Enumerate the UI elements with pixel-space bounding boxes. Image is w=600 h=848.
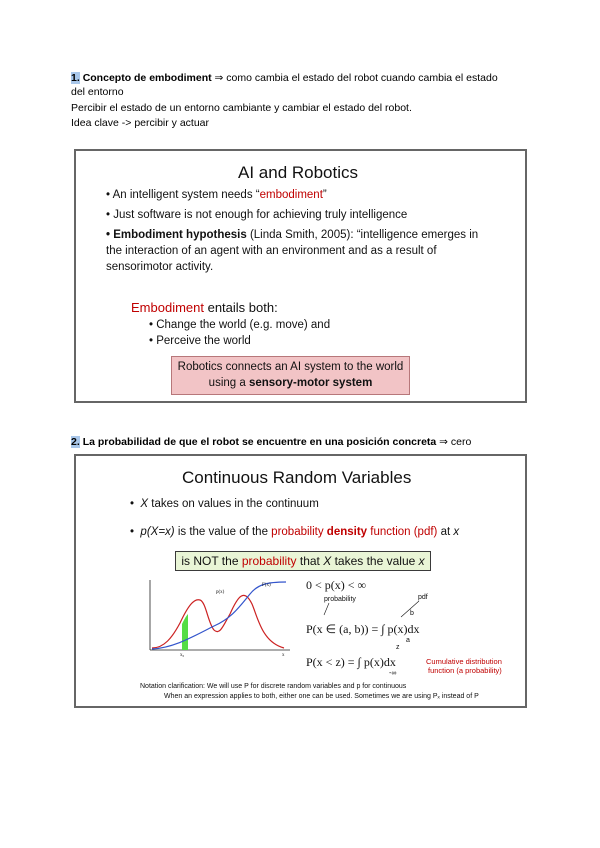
- slide1-entails: [131, 300, 278, 315]
- slide1-b3-bold: • Embodiment hypothesis: [106, 229, 247, 241]
- formula3-lhs: P(x < z) = ∫: [306, 655, 361, 669]
- slide-continuous-rv: [74, 454, 527, 708]
- section1-number: 1.: [71, 72, 80, 84]
- slide2-box-post: takes the value: [331, 554, 419, 568]
- notation-note2: When an expression applies to both, either one can be used. Sometimes we are using Pₓ instead of P: [164, 693, 479, 700]
- formula2-rhs: p(x)dx: [387, 622, 420, 636]
- section2-number: 2.: [71, 436, 80, 448]
- slide2-b1-rest: takes on values in the continuum: [148, 498, 319, 510]
- formula3-lower-limit: -∞: [389, 670, 397, 677]
- formula2-lower-limit: a: [406, 637, 410, 644]
- formula2-upper-limit: b: [410, 610, 414, 617]
- cdf-annotation-line1: Cumulative distribution: [426, 657, 502, 666]
- cdf-annotation-line2: function (a probability): [428, 666, 502, 675]
- section1-line2: Percibir el estado de un entorno cambiante y cambiar el estado del robot.: [71, 102, 412, 114]
- slide2-bullet1: • X takes on values in the continuum: [130, 498, 319, 510]
- annotation-arrows: [321, 601, 431, 621]
- slide-ai-robotics: [74, 149, 527, 403]
- slide1-b1-pre: • An intelligent system needs “: [106, 189, 260, 201]
- slide2-b1-x: X: [140, 498, 149, 510]
- formula3-upper-limit: z: [396, 644, 400, 651]
- arrow-probability: [324, 603, 329, 615]
- slide1-b1-post: ”: [322, 189, 327, 201]
- graph-label-px: p(x): [216, 590, 225, 595]
- section1-heading: [71, 72, 498, 85]
- label-pdf: pdf: [418, 594, 428, 601]
- slide1-entails-rest: entails both:: [203, 300, 278, 315]
- section2-heading: [71, 436, 471, 449]
- slide1-sub1: • Change the world (e.g. move) and: [149, 319, 331, 331]
- section1-heading-cont: del entorno: [71, 86, 124, 98]
- slide1-callout-bold: sensory-motor system: [248, 377, 373, 389]
- section1-heading-bold: Concepto de embodiment: [82, 72, 212, 84]
- slide1-bullet1: [106, 189, 327, 201]
- formula2-lhs: P(x ∈ (a, b)) = ∫: [306, 622, 385, 636]
- slide1-callout-pre: using a: [208, 377, 249, 389]
- graph-label-fx: F(x): [262, 583, 271, 588]
- slide2-callout: [175, 551, 431, 571]
- pdf-cdf-graph: [144, 578, 294, 658]
- section1-line3: Idea clave -> percibir y actuar: [71, 117, 210, 129]
- slide2-box-X: X: [323, 554, 332, 568]
- slide1-sub2: • Perceive the world: [149, 335, 251, 347]
- section2-heading-rest: ⇒ cero: [436, 436, 472, 448]
- slide2-box-x: x: [418, 554, 425, 568]
- slide1-entails-red: Embodiment: [131, 300, 204, 315]
- slide2-title: Continuous Random Variables: [182, 468, 412, 487]
- slide1-b3-rest: (Linda Smith, 2005): “intelligence emerges in: [246, 229, 479, 241]
- slide2-b2-mid: is the value of the: [174, 526, 272, 538]
- label-probability: probability: [324, 596, 356, 603]
- slide1-callout-line2: [172, 375, 409, 391]
- graph-shaded-area: [182, 614, 188, 650]
- slide2-b2-bold: density: [326, 526, 368, 538]
- slide1-title: AI and Robotics: [238, 163, 359, 182]
- slide2-b2-red1: probability: [271, 526, 327, 538]
- graph-label-x0: x₀: [180, 653, 185, 658]
- slide1-callout-line1: Robotics connects an AI system to the world: [177, 361, 404, 373]
- slide2-box-pre: is NOT the: [181, 554, 242, 568]
- formula3-rhs: p(x)dx: [363, 655, 396, 669]
- graph-label-x: x: [282, 653, 285, 658]
- notation-note1: Notation clarification: We will use P for discrete random variables and p for continuous: [140, 683, 407, 690]
- formula-cumulative: [306, 655, 396, 670]
- slide2-box-mid: that: [296, 554, 324, 568]
- slide2-b2-end: at: [437, 526, 454, 538]
- slide1-bullet3-line3: sensorimotor activity.: [106, 261, 214, 273]
- formula-interval: [306, 622, 420, 637]
- slide1-bullet3: [106, 229, 478, 241]
- slide1-callout: [171, 356, 410, 395]
- slide2-bullet2: • p(X=x) is the value of the probability density function (pdf) at x: [130, 526, 460, 538]
- section2-heading-bold: La probabilidad de que el robot se encuentre en una posición concreta: [82, 436, 437, 448]
- slide1-bullet2: • Just software is not enough for achieving truly intelligence: [106, 209, 408, 221]
- slide2-b2-red2: function (pdf): [367, 526, 438, 538]
- slide2-b2-x: x: [453, 526, 460, 538]
- slide2-b2-expr: p(X=x): [140, 526, 175, 538]
- formula-density-bounds: 0 < p(x) < ∞: [306, 578, 367, 592]
- slide1-bullet3-line2: the interaction of an agent with an environment and as a result of: [106, 245, 437, 257]
- graph-pdf-curve: [152, 595, 284, 648]
- section1-heading-rest: ⇒ como cambia el estado del robot cuando cambia el estado: [211, 72, 498, 84]
- slide1-b1-red: embodiment: [259, 189, 323, 201]
- slide2-box-red: probability: [241, 554, 297, 568]
